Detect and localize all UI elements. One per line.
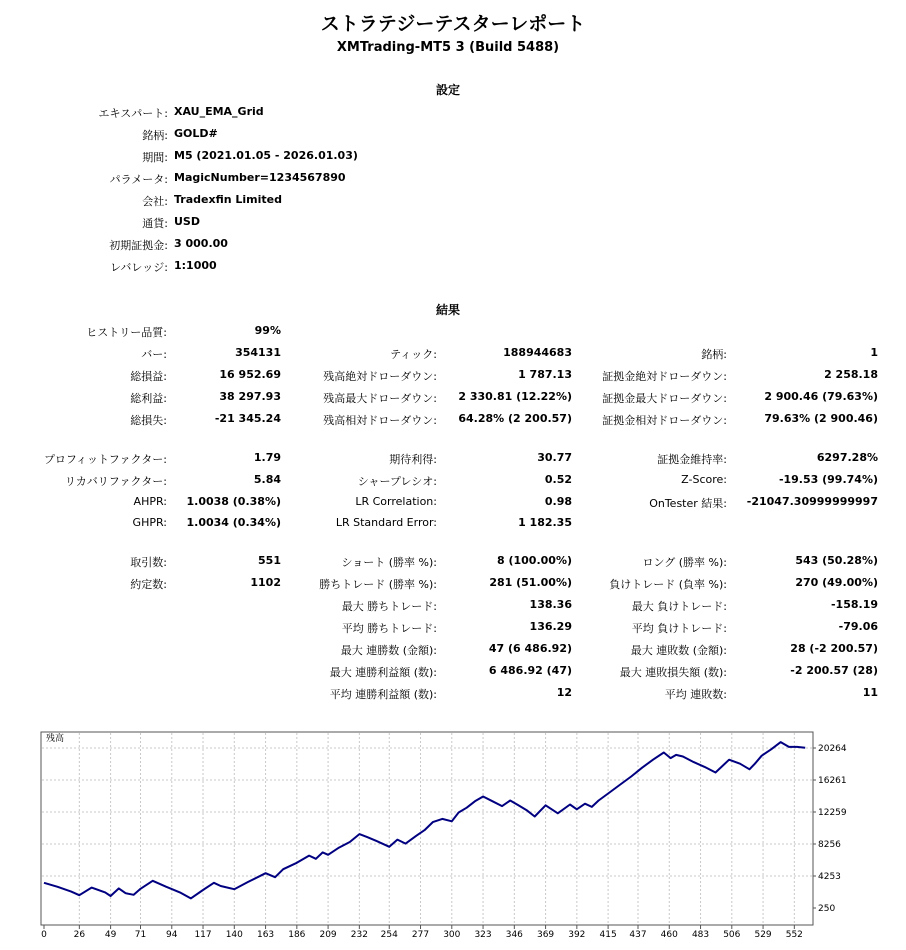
result-label: 最大 連敗数 (金額): — [630, 644, 727, 657]
result-label: 証拠金相対ドローダウン: — [602, 414, 727, 427]
report-subtitle: XMTrading-MT5 3 (Build 5488) — [336, 40, 560, 55]
result-value: 30.77 — [537, 451, 572, 464]
result-label: GHPR: — [132, 516, 167, 529]
settings-label: 期間: — [142, 151, 168, 164]
x-tick-label: 186 — [288, 930, 306, 940]
x-tick-label: 71 — [134, 930, 147, 940]
settings-value: M5 (2021.01.05 - 2026.01.03) — [174, 149, 358, 162]
settings-label: 銘柄: — [142, 129, 168, 142]
result-value: 2 258.18 — [824, 368, 878, 381]
result-value: 1 182.35 — [518, 516, 572, 529]
x-tick-label: 49 — [104, 930, 117, 940]
x-tick-label: 117 — [194, 930, 212, 940]
result-value: -19.53 (99.74%) — [778, 473, 878, 486]
result-label: 最大 連勝利益額 (数): — [329, 666, 437, 679]
x-tick-label: 277 — [411, 930, 430, 940]
settings-value: MagicNumber=1234567890 — [174, 171, 346, 184]
result-value: 1102 — [250, 576, 281, 589]
y-tick-label: 4253 — [818, 871, 841, 882]
x-tick-label: 140 — [225, 930, 243, 940]
result-label: 取引数: — [130, 556, 167, 569]
result-value: 0.98 — [544, 495, 572, 508]
result-value: 2 330.81 (12.22%) — [458, 390, 572, 403]
result-value: 5.84 — [253, 473, 281, 486]
result-value: -21047.30999999997 — [746, 495, 878, 508]
x-tick-label: 254 — [380, 930, 398, 940]
result-label: AHPR: — [133, 495, 167, 508]
x-tick-label: 415 — [599, 930, 617, 940]
result-label: 証拠金絶対ドローダウン: — [602, 370, 727, 383]
result-value: 12 — [556, 686, 572, 699]
result-label: 最大 負けトレード: — [631, 600, 727, 613]
x-tick-label: 163 — [256, 930, 275, 940]
result-label: 総損益: — [130, 370, 167, 383]
y-tick-label: 12259 — [818, 807, 847, 818]
result-value: 1.79 — [253, 451, 281, 464]
report-title: ストラテジーテスターレポート — [320, 13, 586, 35]
result-label: OnTester 結果: — [649, 497, 727, 510]
result-value: 188944683 — [503, 346, 572, 359]
settings-value: 3 000.00 — [174, 237, 228, 250]
result-label: 銘柄: — [701, 348, 727, 361]
result-label: 残高最大ドローダウン: — [323, 392, 437, 405]
settings-heading: 設定 — [435, 83, 460, 97]
x-tick-label: 26 — [73, 930, 86, 940]
result-value: 270 (49.00%) — [795, 576, 878, 589]
x-tick-label: 300 — [443, 930, 461, 940]
x-tick-label: 392 — [568, 930, 586, 940]
settings-label: エキスパート: — [98, 107, 168, 120]
result-value: 543 (50.28%) — [795, 554, 878, 567]
result-value: -2 200.57 (28) — [790, 664, 878, 677]
result-label: 平均 連敗数: — [664, 688, 727, 701]
result-value: 8 (100.00%) — [496, 554, 572, 567]
settings-label: レバレッジ: — [110, 261, 168, 274]
x-tick-label: 552 — [785, 930, 803, 940]
result-value: -79.06 — [838, 620, 878, 633]
x-tick-label: 483 — [691, 930, 710, 940]
result-label: 残高絶対ドローダウン: — [323, 370, 437, 383]
result-value: 136.29 — [529, 620, 572, 633]
x-tick-label: 323 — [474, 930, 492, 940]
result-label: ショート (勝率 %): — [341, 556, 437, 569]
results-heading: 結果 — [435, 303, 460, 317]
result-label: バー: — [141, 348, 167, 361]
result-label: 総利益: — [130, 392, 167, 405]
result-value: 1.0038 (0.38%) — [186, 495, 281, 508]
settings-label: 初期証拠金: — [109, 239, 168, 252]
result-value: 1 787.13 — [518, 368, 572, 381]
result-value: 2 900.46 (79.63%) — [764, 390, 878, 403]
result-label: 期待利得: — [389, 453, 437, 466]
result-label: 勝ちトレード (勝率 %): — [319, 578, 437, 591]
result-label: プロフィットファクター: — [43, 453, 167, 466]
settings-value: USD — [174, 215, 200, 228]
result-label: 負けトレード (負率 %): — [609, 578, 727, 591]
result-label: LR Correlation: — [355, 495, 437, 508]
result-label: 平均 負けトレード: — [631, 622, 727, 635]
result-value: 281 (51.00%) — [489, 576, 572, 589]
x-tick-label: 0 — [41, 930, 47, 940]
result-label: 最大 連勝数 (金額): — [340, 644, 437, 657]
result-label: ヒストリー品質: — [86, 326, 167, 339]
result-value: 28 (-2 200.57) — [790, 642, 878, 655]
result-label: Z-Score: — [681, 473, 727, 486]
result-label: 平均 勝ちトレード: — [341, 622, 437, 635]
y-tick-label: 8256 — [818, 839, 841, 850]
result-value: 38 297.93 — [219, 390, 281, 403]
result-value: 551 — [258, 554, 281, 567]
result-label: リカバリファクター: — [64, 475, 167, 488]
result-value: 0.52 — [544, 473, 572, 486]
x-tick-label: 209 — [319, 930, 337, 940]
result-label: 証拠金維持率: — [657, 453, 727, 466]
result-value: 16 952.69 — [219, 368, 281, 381]
result-value: 64.28% (2 200.57) — [458, 412, 572, 425]
result-label: 最大 連敗損失額 (数): — [619, 666, 727, 679]
result-value: 1 — [870, 346, 878, 359]
result-value: 138.36 — [529, 598, 572, 611]
result-label: 残高相対ドローダウン: — [323, 414, 437, 427]
result-value: 47 (6 486.92) — [488, 642, 572, 655]
result-value: 99% — [254, 324, 281, 337]
x-tick-label: 346 — [505, 930, 523, 940]
result-label: 最大 勝ちトレード: — [341, 600, 437, 613]
result-label: 約定数: — [130, 578, 167, 591]
x-tick-label: 460 — [660, 930, 678, 940]
settings-label: 会社: — [142, 195, 168, 208]
result-value: 6 486.92 (47) — [488, 664, 572, 677]
balance-chart — [0, 725, 906, 950]
settings-label: パラメータ: — [109, 173, 168, 186]
y-tick-label: 20264 — [818, 744, 847, 754]
settings-value: Tradexfin Limited — [174, 193, 282, 206]
x-tick-label: 94 — [166, 930, 178, 940]
x-tick-label: 369 — [536, 930, 555, 940]
result-label: ティック: — [390, 348, 437, 361]
settings-value: XAU_EMA_Grid — [174, 105, 264, 118]
y-tick-label: 16261 — [818, 776, 847, 787]
settings-label: 通貨: — [142, 217, 168, 230]
x-axis — [41, 925, 803, 940]
result-label: シャープレシオ: — [357, 475, 437, 488]
y-tick-label: 250 — [818, 904, 836, 914]
settings-value: GOLD# — [174, 127, 218, 140]
x-tick-label: 529 — [754, 930, 772, 940]
result-value: 1.0034 (0.34%) — [186, 516, 281, 529]
result-label: 平均 連勝利益額 (数): — [329, 688, 437, 701]
result-label: 総損失: — [130, 414, 167, 427]
result-value: 6297.28% — [816, 451, 878, 464]
settings-value: 1:1000 — [174, 259, 217, 272]
result-value: 354131 — [235, 346, 281, 359]
x-tick-label: 232 — [350, 930, 368, 940]
chart-title: 残高 — [46, 734, 65, 744]
result-value: 11 — [862, 686, 878, 699]
x-tick-label: 437 — [629, 930, 647, 940]
x-tick-label: 506 — [723, 930, 741, 940]
result-value: 79.63% (2 900.46) — [764, 412, 878, 425]
result-label: 証拠金最大ドローダウン: — [602, 392, 727, 405]
y-axis — [813, 744, 847, 914]
result-label: ロング (勝率 %): — [642, 556, 727, 569]
result-value: -21 345.24 — [214, 412, 281, 425]
result-label: LR Standard Error: — [335, 516, 437, 529]
result-value: -158.19 — [830, 598, 878, 611]
